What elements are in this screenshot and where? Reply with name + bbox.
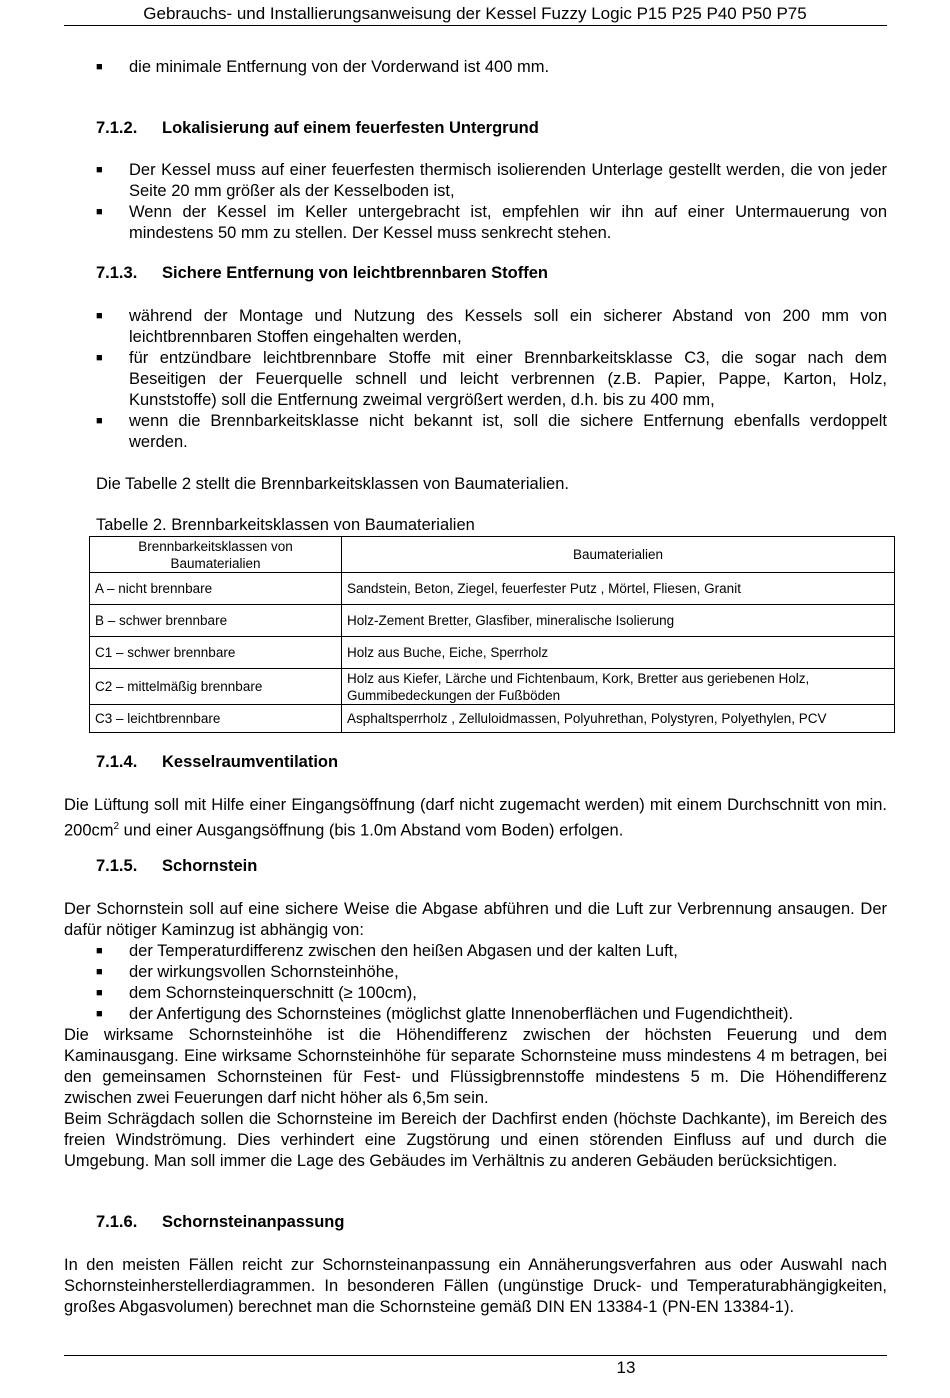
table-header-row	[90, 537, 895, 573]
flammability-table	[89, 536, 895, 733]
bullet-icon: ■	[96, 1008, 103, 1020]
section-heading-7-1-5: 7.1.5. Schornstein	[96, 857, 258, 875]
table-row	[90, 705, 895, 733]
table-cell: C2 – mittelmäßig brennbare	[90, 669, 342, 705]
footer-rule	[64, 1355, 887, 1356]
table-cell: Holz-Zement Bretter, Glasfiber, mineralische Isolierung	[342, 605, 895, 637]
table-row	[90, 637, 895, 669]
list-item: ■ wenn die Brennbarkeitsklasse nicht bekannt ist, soll die sichere Entfernung ebenfalls verdoppelt werden.	[96, 412, 887, 451]
header-rule	[64, 25, 887, 26]
list-item: ■ während der Montage und Nutzung des Kessels soll ein sicherer Abstand von 200 mm von leichtbrennbaren Stoffen eingehalten werden,	[96, 307, 887, 346]
table-row	[90, 669, 895, 705]
section-heading-7-1-4: 7.1.4. Kesselraumventilation	[96, 753, 339, 771]
table-cell: Holz aus Kiefer, Lärche und Fichtenbaum, Kork, Bretter aus geriebenen Holz, Gummibedeckungen der Fußböden	[342, 669, 895, 705]
chimney-intro-paragraph: Der Schornstein soll auf eine sichere Weise die Abgase abführen und die Luft zur Verbrennung ansaugen. Der dafür nötiger Kaminzug ist abhängig von:	[64, 900, 887, 939]
page-number: 13	[616, 1358, 636, 1377]
column-header: Baumaterialien	[342, 537, 895, 573]
table-row	[90, 573, 895, 605]
page-header: Gebrauchs- und Installierungsanweisung der Kessel Fuzzy Logic P15 P25 P40 P50 P75	[143, 4, 807, 23]
section-heading-7-1-3: 7.1.3. Sichere Entfernung von leichtbrennbaren Stoffen	[96, 264, 548, 282]
list-item: ■ für entzündbare leichtbrennbare Stoffe mit einer Brennbarkeitsklasse C3, die sogar nach dem Beseitigen der Feuerquelle schnell und leicht verbrennen (z.B. Papier, Pappe, Karton, Holz, Kunststoffe) soll die Entfernung zweimal vergrößert werden, d.h. bis zu 400 mm,	[96, 349, 887, 409]
table-cell: B – schwer brennbare	[90, 605, 342, 637]
chimney-height-paragraph: Die wirksame Schornsteinhöhe ist die Höhendifferenz zwischen der höchsten Feuerung und dem Kaminausgang. Eine wirksame Schornsteinhöhe für separate Schornsteine muss mindestens 4 m betragen, bei den gemeinsamen Schornsteinen für Fest- und Flüssigbrennstoffe mindestens 5 m. Die Höhendifferenz zwischen zwei Feuerungen darf nicht höher als 6,5m sein.	[64, 1026, 887, 1107]
bullet-icon: ■	[96, 966, 103, 978]
bullet-icon: ■	[96, 945, 103, 957]
table-cell: C1 – schwer brennbare	[90, 637, 342, 669]
list-item: ■ Der Kessel muss auf einer feuerfesten thermisch isolierenden Unterlage gestellt werden, die von jeder Seite 20 mm größer als der Kesselboden ist,	[96, 161, 887, 200]
list-item: ■ der wirkungsvollen Schornsteinhöhe,	[96, 963, 399, 981]
table-cell: C3 – leichtbrennbare	[90, 705, 342, 733]
list-item: ■ der Anfertigung des Schornsteines (möglichst glatte Innenoberflächen und Fugendichtheit).	[96, 1005, 794, 1023]
list-item: ■ die minimale Entfernung von der Vorderwand ist 400 mm.	[96, 58, 550, 76]
chimney-adjustment-paragraph: In den meisten Fällen reicht zur Schornsteinanpassung ein Annäherungsverfahren aus oder Auswahl nach Schornsteinherstellerdiagrammen. In besonderen Fällen (ungünstige Druck- und Temperaturabhängigkeiten, großes Abgasvolumen) berechnet man die Schornsteine gemäß DIN EN 13384-1 (PN-EN 13384-1).	[64, 1256, 887, 1316]
table-caption: Tabelle 2. Brennbarkeitsklassen von Baumaterialien	[96, 516, 475, 534]
table-row	[90, 605, 895, 637]
bullet-icon: ■	[96, 987, 103, 999]
bullet-icon: ■	[96, 415, 103, 427]
table-cell: Asphaltsperrholz , Zelluloidmassen, Polyuhrethan, Polystyren, Polyethylen, PCV	[342, 705, 895, 733]
table-cell: Holz aus Buche, Eiche, Sperrholz	[342, 637, 895, 669]
list-item: ■ der Temperaturdifferenz zwischen den heißen Abgasen und der kalten Luft,	[96, 942, 678, 960]
table-reference-note: Die Tabelle 2 stellt die Brennbarkeitsklassen von Baumaterialien.	[96, 475, 569, 493]
bullet-icon: ■	[96, 164, 103, 176]
section-heading-7-1-6: 7.1.6. Schornsteinanpassung	[96, 1213, 345, 1231]
table-cell: A – nicht brennbare	[90, 573, 342, 605]
list-item: ■ Wenn der Kessel im Keller untergebracht ist, empfehlen wir ihn auf einer Untermauerung von mindestens 50 mm zu stellen. Der Kessel muss senkrecht stehen.	[96, 203, 887, 242]
table-cell: Sandstein, Beton, Ziegel, feuerfester Putz , Mörtel, Fliesen, Granit	[342, 573, 895, 605]
bullet-icon: ■	[96, 352, 103, 364]
list-item: ■ dem Schornsteinquerschnitt (≥ 100cm),	[96, 984, 417, 1002]
bullet-icon: ■	[96, 310, 103, 322]
ventilation-paragraph: Die Lüftung soll mit Hilfe einer Eingangsöffnung (darf nicht zugemacht werden) mit einem Durchschnitt von min. $200cm^2$ und einer Ausgangsöffnung (bis 1.0m Abstand vom Boden) erfolgen.	[64, 796, 887, 840]
bullet-icon: ■	[96, 61, 103, 73]
bullet-icon: ■	[96, 206, 103, 218]
section-heading-7-1-2: 7.1.2. Lokalisierung auf einem feuerfesten Untergrund	[96, 119, 539, 137]
sloped-roof-paragraph: Beim Schrägdach sollen die Schornsteine im Bereich der Dachfirst enden (höchste Dachkante), im Bereich des freien Windströmung. Dies verhindert eine Zugstörung und einen störenden Einfluss auf und durch die Umgebung. Man soll immer die Lage des Gebäudes im Verhältnis zu anderen Gebäuden berücksichtigen.	[64, 1110, 887, 1170]
column-header: Brennbarkeitsklassen von Baumaterialien	[90, 537, 342, 573]
